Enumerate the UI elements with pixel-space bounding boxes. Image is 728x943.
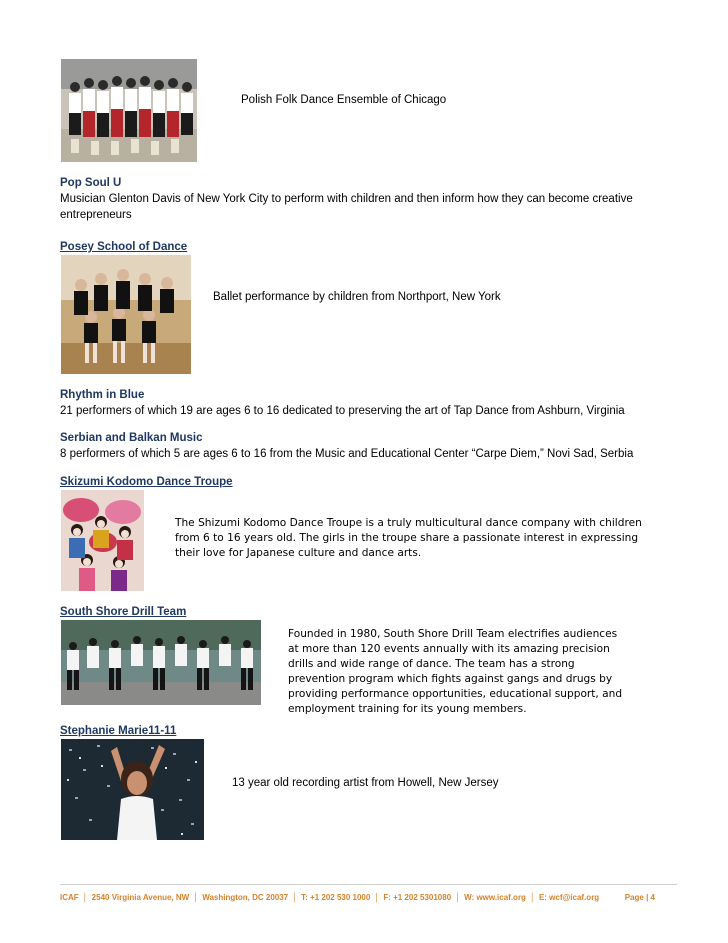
rhythm-description: 21 performers of which 19 are ages 6 to 16 dedicated to preserving the art of Tap Dance from Ashburn, Virginia [60, 405, 625, 417]
pop-soul-description: Musician Glenton Davis of New York City to perform with children and then inform how they can become creative entrepreneurs [60, 193, 633, 221]
footer-fax: F: +1 202 5301080 [383, 893, 452, 902]
footer-divider [60, 884, 677, 885]
page-number: Page | 4 [624, 893, 655, 902]
south-shore-heading-link[interactable]: South Shore Drill Team [60, 606, 187, 618]
south-shore-line-3: drills and wide range of dance. The team has a strong [288, 658, 575, 670]
footer-address: 2540 Virginia Avenue, NW [91, 893, 190, 902]
south-shore-line-5: providing performance opportunities, educational support, and [288, 688, 623, 700]
serbian-description: 8 performers of which 5 are ages 6 to 16 from the Music and Educational Center “Carpe Diem,” Novi Sad, Serbia [60, 448, 634, 460]
skizumi-line-1: The Shizumi Kodomo Dance Troupe is a truly multicultural dance company with children [175, 517, 642, 529]
footer-separator: │ [529, 893, 535, 902]
south-shore-description [288, 627, 688, 717]
footer-separator: │ [82, 893, 88, 902]
photo-stephanie-marie [61, 739, 204, 840]
serbian-heading: Serbian and Balkan Music [60, 432, 203, 444]
footer-phone: T: +1 202 530 1000 [301, 893, 371, 902]
skizumi-line-3: their love for Japanese culture and dance arts. [175, 547, 422, 559]
footer-separator: │ [292, 893, 298, 902]
photo-posey-ballet [61, 255, 191, 374]
photo-skizumi-dance [61, 490, 144, 591]
posey-heading-link[interactable]: Posey School of Dance [60, 241, 188, 253]
posey-caption: Ballet performance by children from Northport, New York [213, 291, 501, 303]
stephanie-heading-link[interactable]: Stephanie Marie11-11 [60, 725, 177, 737]
south-shore-line-6: employment training for its young members. [288, 703, 527, 715]
south-shore-line-2: at more than 120 events annually with its amazing precision [288, 643, 610, 655]
footer [60, 890, 677, 906]
south-shore-line-4: prevention program which fights against gangs and drugs by [288, 673, 613, 685]
pop-soul-heading: Pop Soul U [60, 177, 122, 189]
skizumi-description [175, 516, 675, 561]
skizumi-line-2: from 6 to 16 years old. The girls in the troupe share a passionate interest in expressing [175, 532, 639, 544]
footer-org: ICAF [60, 893, 79, 902]
skizumi-heading-link[interactable]: Skizumi Kodomo Dance Troupe [60, 476, 233, 488]
polish-caption: Polish Folk Dance Ensemble of Chicago [241, 94, 447, 106]
footer-email-link[interactable]: E: wcf@icaf.org [538, 893, 600, 902]
footer-separator: │ [193, 893, 199, 902]
south-shore-line-1: Founded in 1980, South Shore Drill Team electrifies audiences [288, 628, 618, 640]
photo-south-shore-drill [61, 620, 261, 705]
photo-polish-folk-dance [61, 59, 197, 162]
stephanie-caption: 13 year old recording artist from Howell, New Jersey [232, 777, 499, 789]
footer-website-link[interactable]: W: www.icaf.org [464, 893, 526, 902]
footer-separator: │ [455, 893, 461, 902]
footer-city: Washington, DC 20037 [202, 893, 289, 902]
rhythm-heading: Rhythm in Blue [60, 389, 145, 401]
footer-separator: │ [374, 893, 380, 902]
